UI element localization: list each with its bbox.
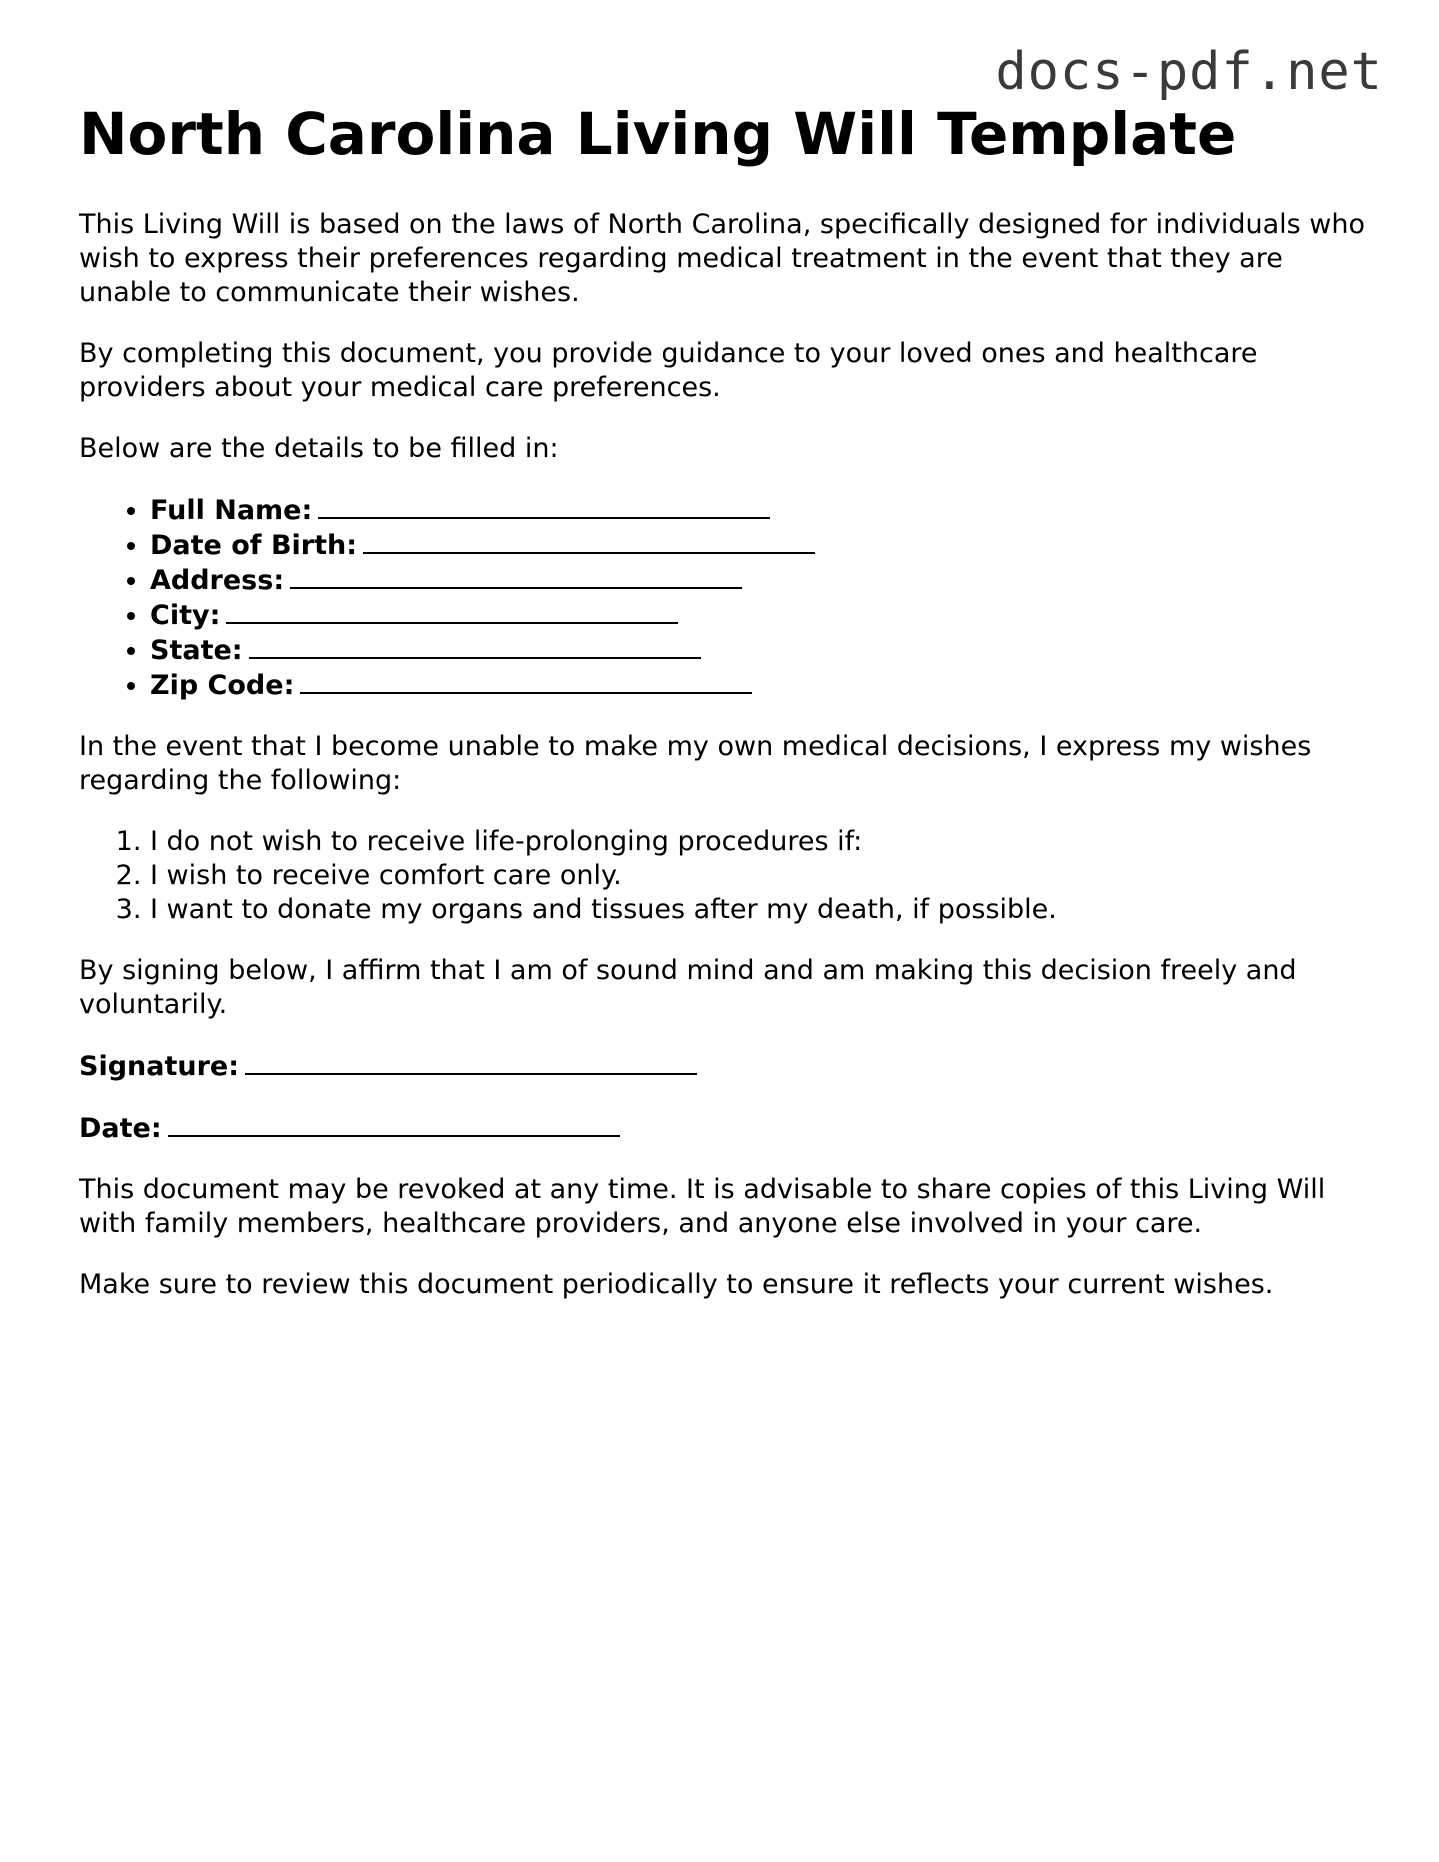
intro-paragraph-2: By completing this document, you provide guidance to your loved ones and healthcare providers about your medical care preferences. <box>79 337 1258 403</box>
list-item-city <box>150 598 1379 633</box>
date-label: Date: <box>79 1112 162 1144</box>
list-item-full-name <box>150 493 1379 528</box>
blank-line-address[interactable] <box>290 563 742 589</box>
list-item-date-of-birth <box>150 528 1379 563</box>
document-page <box>79 100 1379 1329</box>
field-label-zip-code: Zip Code: <box>150 669 295 701</box>
intro-paragraph-1: This Living Will is based on the laws of North Carolina, specifically designed for individuals who wish to express their preferences regarding medical treatment in the event that they are unable to communicate their wishes. <box>79 208 1366 308</box>
intro-paragraph-3: Below are the details to be filled in: <box>79 432 559 464</box>
field-label-city: City: <box>150 599 221 631</box>
watermark: docs-pdf.net <box>995 42 1383 102</box>
list-item-state <box>150 633 1379 668</box>
blank-line-signature[interactable] <box>245 1049 697 1075</box>
closing-paragraph-1: This document may be revoked at any time. It is advisable to share copies of this Living Will with family members, healthcare providers, and anyone else involved in your care. <box>79 1173 1326 1239</box>
blank-line-full-name[interactable] <box>318 493 770 519</box>
blank-line-zip-code[interactable] <box>300 668 752 694</box>
list-item-address <box>150 563 1379 598</box>
page-title: North Carolina Living Will Template <box>79 100 1237 168</box>
field-label-state: State: <box>150 634 243 666</box>
wishes-list <box>79 825 1379 927</box>
blank-line-date-of-birth[interactable] <box>363 528 815 554</box>
affirmation-paragraph: By signing below, I affirm that I am of sound mind and am making this decision freely and voluntarily. <box>79 954 1297 1020</box>
closing-paragraph-2: Make sure to review this document periodically to ensure it reflects your current wishes. <box>79 1268 1274 1300</box>
blank-line-city[interactable] <box>226 598 678 624</box>
field-label-date-of-birth: Date of Birth: <box>150 529 358 561</box>
list-item-zip-code <box>150 668 1379 703</box>
wish-item-1: 1. I do not wish to receive life-prolonging procedures if: <box>150 825 1379 859</box>
field-label-full-name: Full Name: <box>150 494 313 526</box>
signature-label: Signature: <box>79 1050 240 1082</box>
details-list <box>79 493 1379 703</box>
wish-item-2: 2. I wish to receive comfort care only. <box>150 859 1379 893</box>
blank-line-date[interactable] <box>168 1111 620 1137</box>
blank-line-state[interactable] <box>249 633 701 659</box>
wish-item-3: 3. I want to donate my organs and tissues after my death, if possible. <box>150 893 1379 927</box>
date-field <box>79 1111 1379 1146</box>
signature-field <box>79 1049 1379 1084</box>
wishes-intro-paragraph: In the event that I become unable to make my own medical decisions, I express my wishes regarding the following: <box>79 730 1312 796</box>
field-label-address: Address: <box>150 564 285 596</box>
